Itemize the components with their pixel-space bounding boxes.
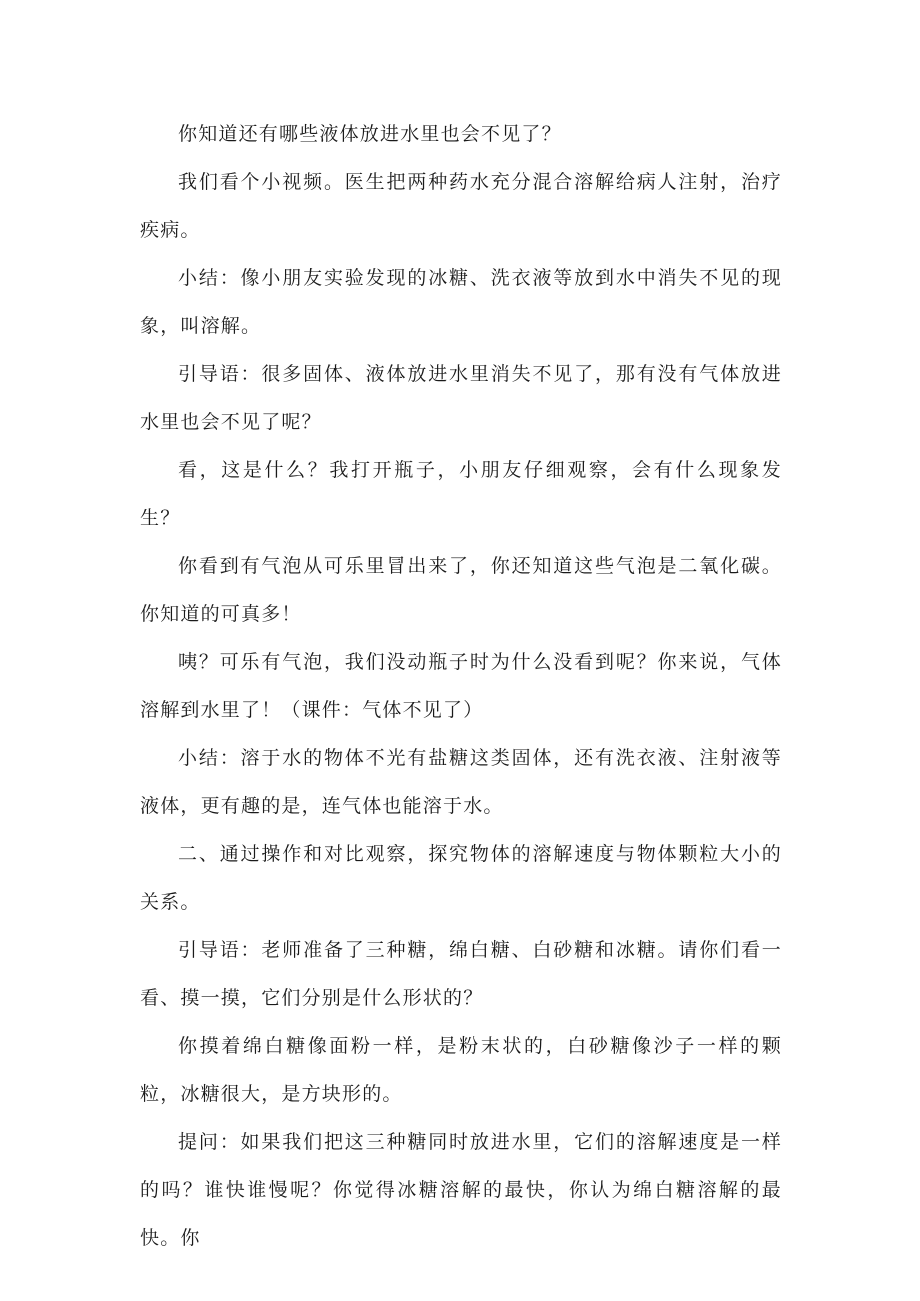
paragraph-4: 引导语：很多固体、液体放进水里消失不见了，那有没有气体放进水里也会不见了呢？ bbox=[140, 363, 782, 433]
paragraph-6: 你看到有气泡从可乐里冒出来了，你还知道这些气泡是二氧化碳。你知道的可真多！ bbox=[140, 555, 782, 625]
paragraph-9: 二、通过操作和对比观察，探究物体的溶解速度与物体颗粒大小的关系。 bbox=[140, 843, 782, 913]
paragraph-10: 引导语：老师准备了三种糖，绵白糖、白砂糖和冰糖。请你们看一看、摸一摸，它们分别是什么形状的？ bbox=[140, 939, 782, 1009]
paragraph-5: 看，这是什么？我打开瓶子，小朋友仔细观察，会有什么现象发生？ bbox=[140, 459, 782, 529]
paragraph-1: 你知道还有哪些液体放进水里也会不见了？ bbox=[178, 123, 562, 145]
paragraph-2: 我们看个小视频。医生把两种药水充分混合溶解给病人注射，治疗疾病。 bbox=[140, 171, 782, 241]
paragraph-8: 小结：溶于水的物体不光有盐糖这类固体，还有洗衣液、注射液等液体，更有趣的是，连气体也能溶于水。 bbox=[140, 747, 782, 817]
paragraph-7: 咦？可乐有气泡，我们没动瓶子时为什么没看到呢？你来说，气体溶解到水里了！（课件：气体不见了） bbox=[140, 651, 782, 721]
document-body bbox=[140, 110, 782, 1262]
paragraph-12: 提问：如果我们把这三种糖同时放进水里，它们的溶解速度是一样的吗？谁快谁慢呢？你觉得冰糖溶解的最快，你认为绵白糖溶解的最快。你 bbox=[140, 1131, 782, 1249]
paragraph-3: 小结：像小朋友实验发现的冰糖、洗衣液等放到水中消失不见的现象，叫溶解。 bbox=[140, 267, 782, 337]
paragraph-11: 你摸着绵白糖像面粉一样，是粉末状的，白砂糖像沙子一样的颗粒，冰糖很大，是方块形的。 bbox=[140, 1035, 782, 1105]
